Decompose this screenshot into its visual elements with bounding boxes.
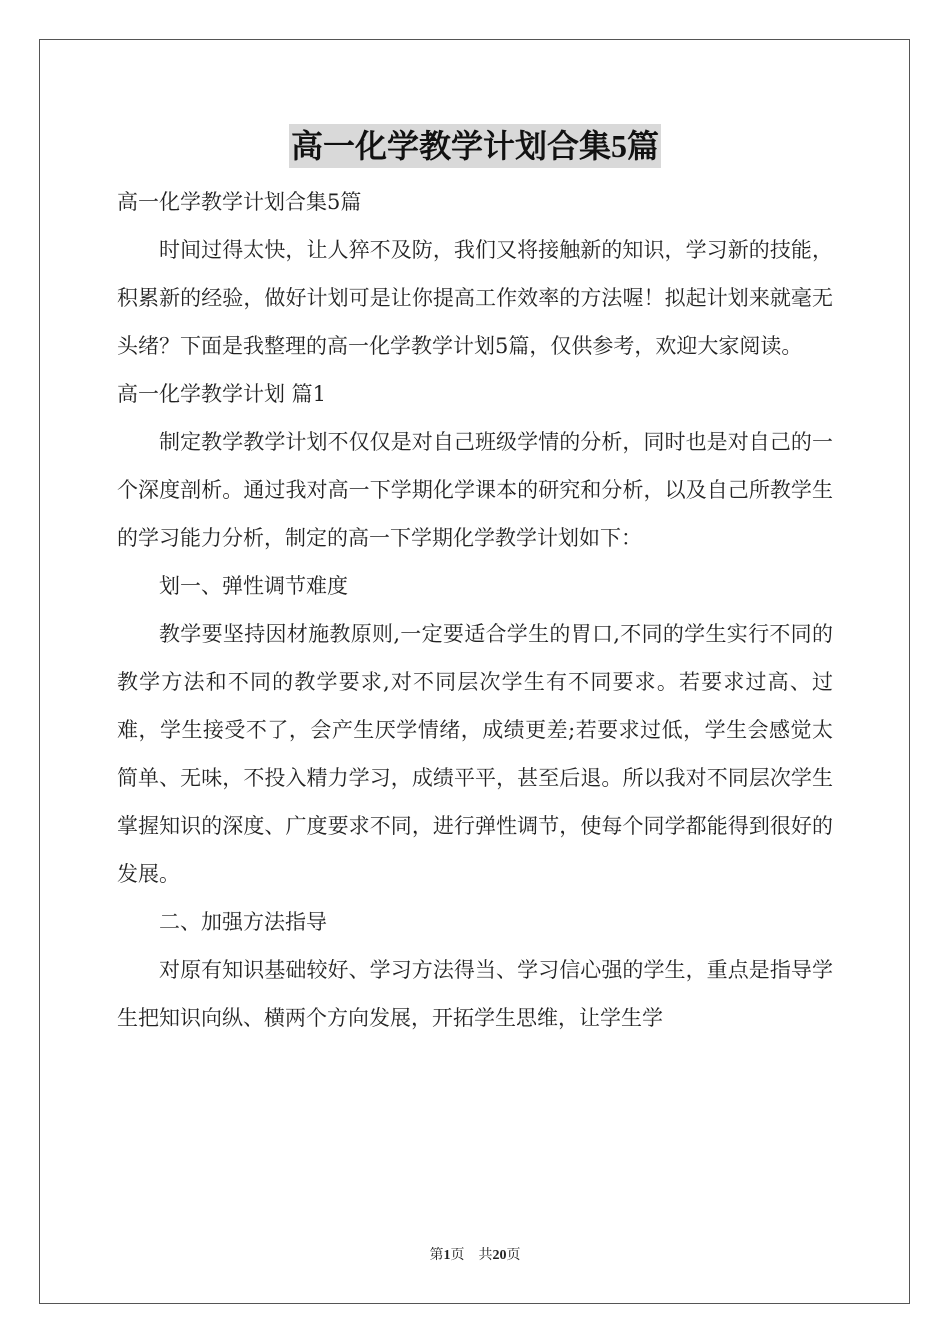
footer-suffix: 页: [506, 1247, 521, 1263]
page-number: 1: [443, 1248, 451, 1263]
document-title: 高一化学教学计划合集5篇: [289, 124, 661, 168]
intro-paragraph: 时间过得太快，让人猝不及防，我们又将接触新的知识，学习新的技能，积累新的经验，做好计划可是让你提高工作效率的方法喔！拟起计划来就毫无头绪？下面是我整理的高一化学教学计划5篇，仅供参考，欢迎大家阅读。: [117, 238, 833, 358]
paragraph: 对原有知识基础较好、学习方法得当、学习信心强的学生，重点是指导学生把知识向纵、横两个方向发展，开拓学生思维，让学生学: [117, 958, 833, 1030]
page-footer: [0, 1244, 950, 1264]
paragraph: 制定教学教学计划不仅仅是对自己班级学情的分析，同时也是对自己的一个深度剖析。通过我对高一下学期化学课本的研究和分析，以及自己所教学生的学习能力分析，制定的高一下学期化学教学计划如下：: [117, 430, 833, 550]
paragraph: 教学要坚持因材施教原则,一定要适合学生的胃口,不同的学生实行不同的教学方法和不同的教学要求,对不同层次学生有不同要求。若要求过高、过难，学生接受不了，会产生厌学情绪，成绩更差;若要求过低，学生会感觉太简单、无味，不投入精力学习，成绩平平，甚至后退。所以我对不同层次学生掌握知识的深度、广度要求不同，进行弹性调节，使每个同学都能得到很好的发展。: [117, 622, 833, 886]
document-title-wrap: [0, 124, 950, 168]
point-heading: 划一、弹性调节难度: [159, 574, 348, 598]
document-body: [117, 178, 833, 1042]
section-heading: 高一化学教学计划 篇1: [117, 382, 327, 406]
subtitle: 高一化学教学计划合集5篇: [117, 190, 362, 214]
point-heading: 二、加强方法指导: [159, 910, 327, 934]
total-pages: 20: [492, 1248, 507, 1263]
footer-mid: 页 共: [450, 1247, 493, 1263]
footer-prefix: 第: [429, 1247, 444, 1263]
